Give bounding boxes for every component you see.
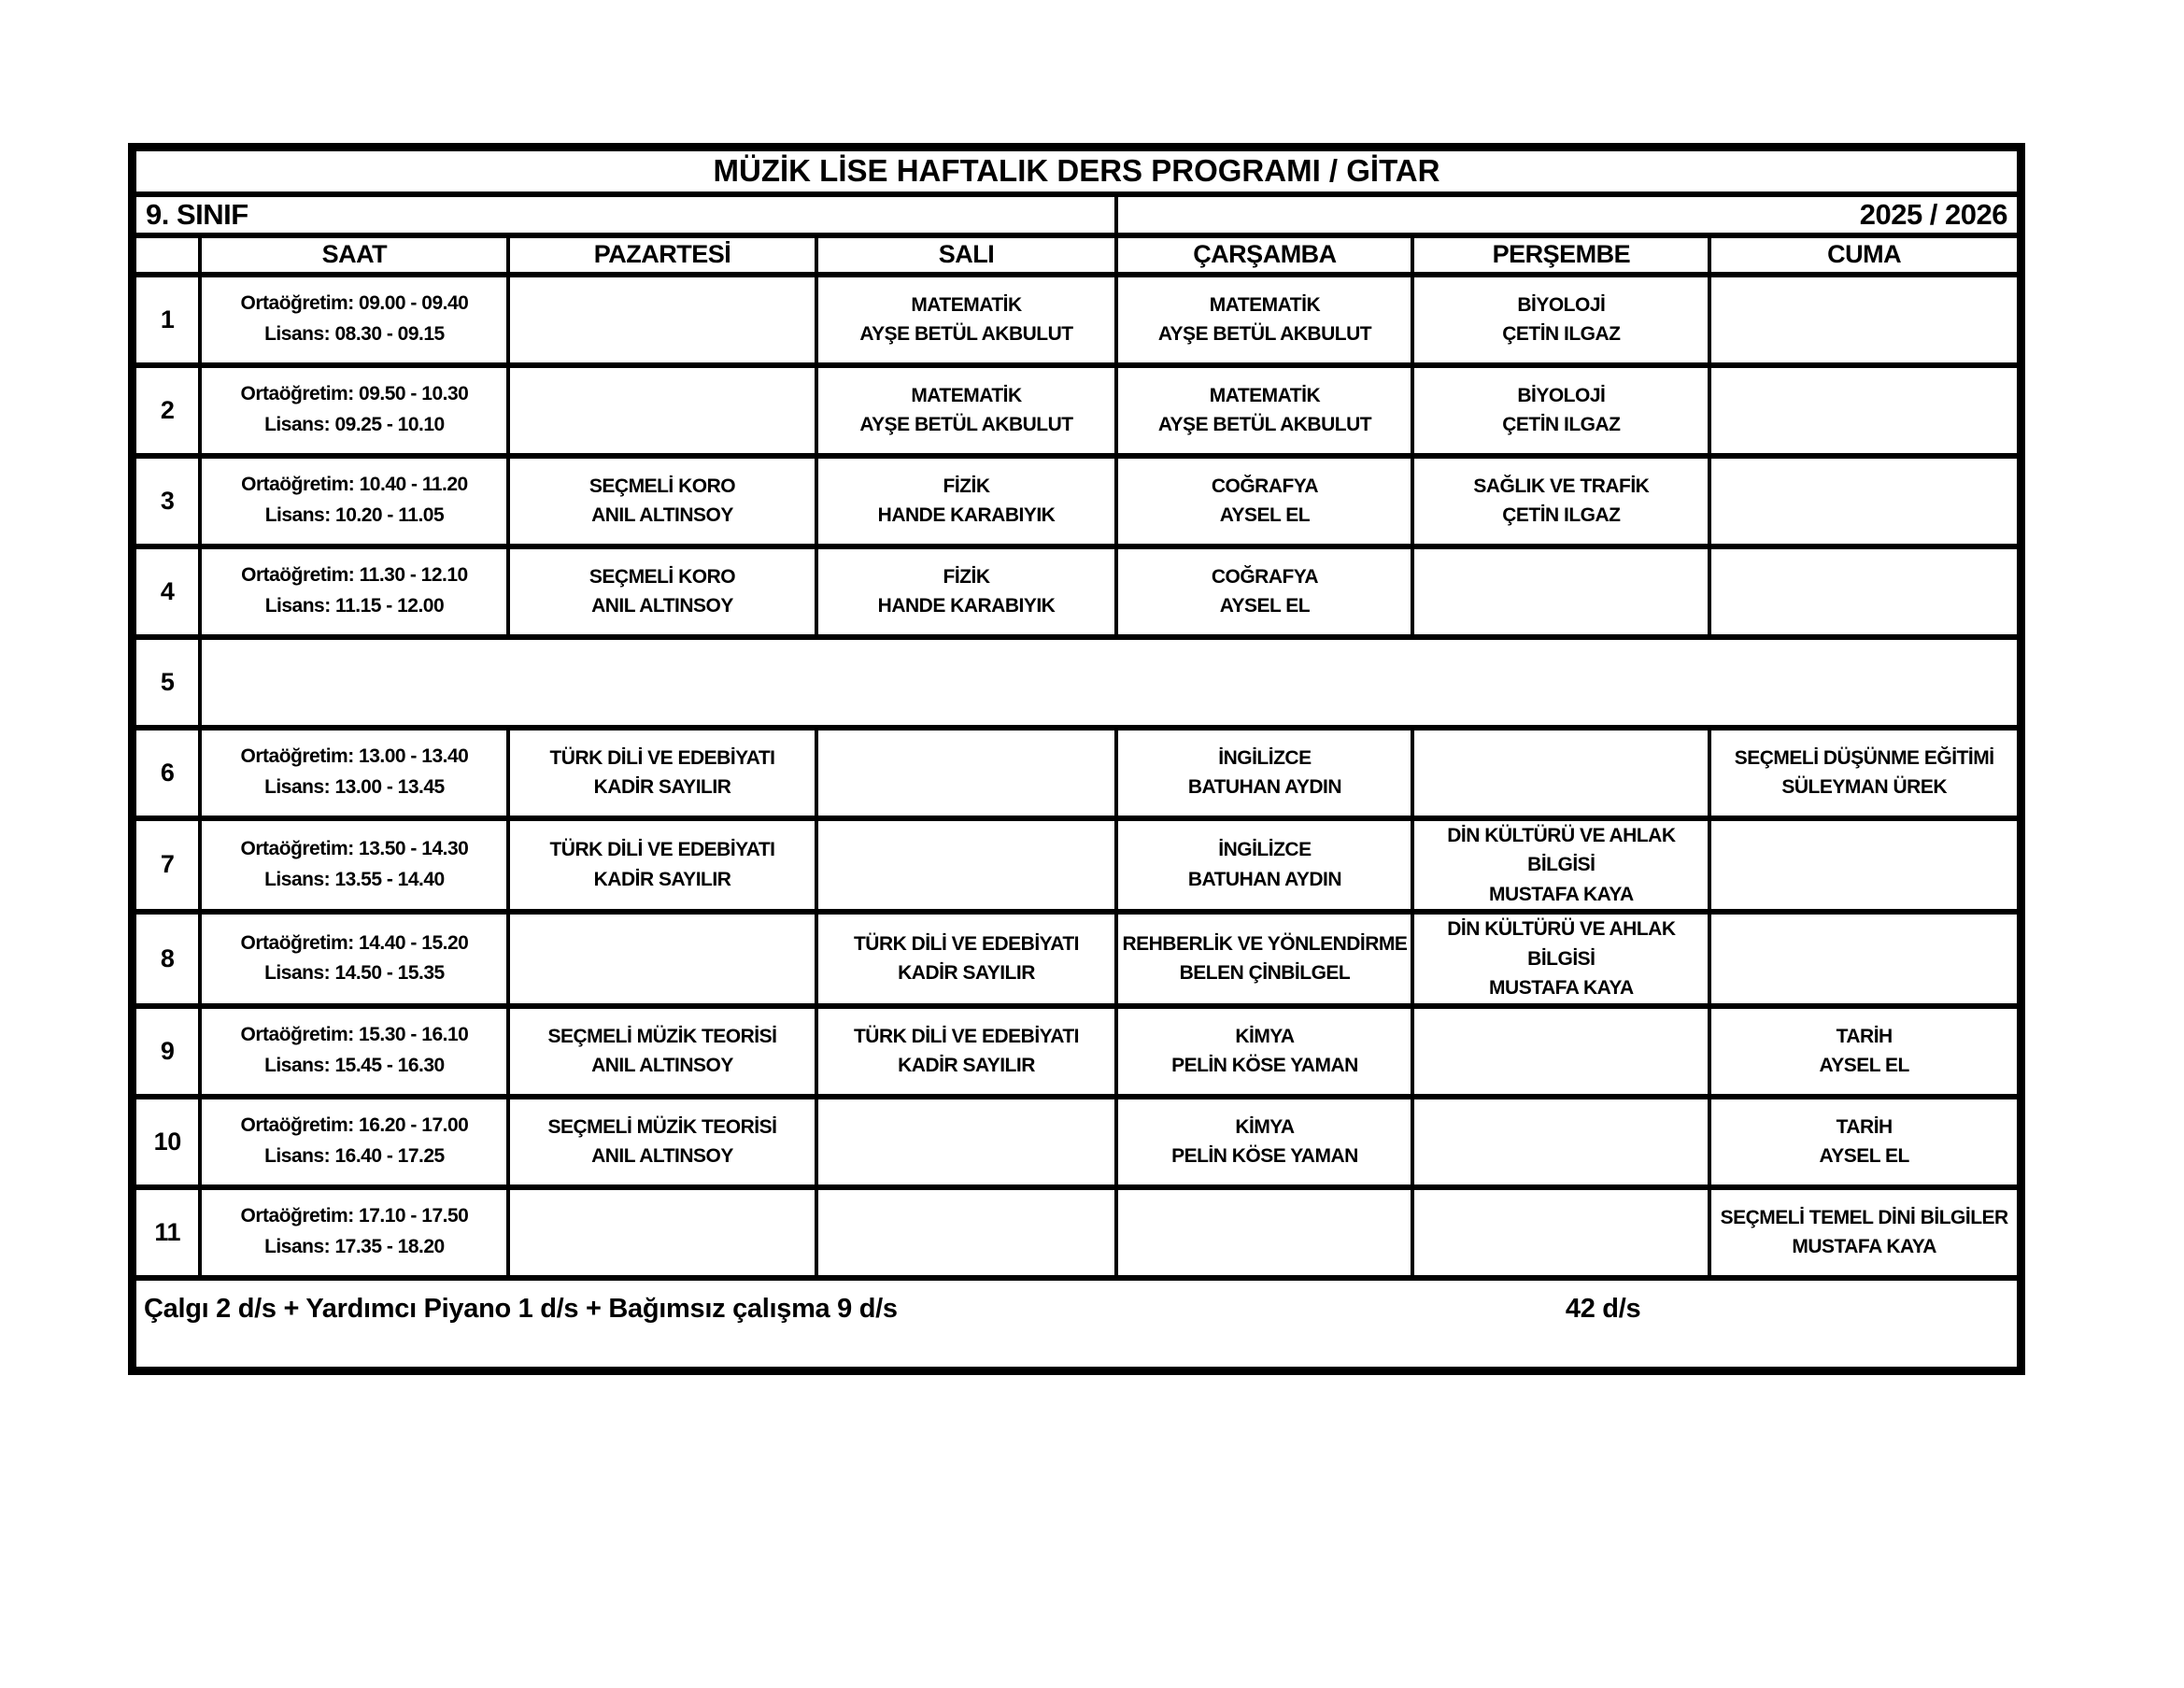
lesson-cell bbox=[508, 546, 815, 637]
empty-merged-cell bbox=[200, 637, 2021, 728]
subject: BİYOLOJİ bbox=[1517, 384, 1606, 406]
time-cell bbox=[200, 546, 508, 637]
table-row bbox=[133, 546, 2021, 637]
time-lisans: Lisans: 09.25 - 10.10 bbox=[264, 414, 445, 435]
table-row bbox=[133, 1097, 2021, 1187]
header-pazartesi: PAZARTESİ bbox=[508, 235, 815, 275]
time-ortaogretim: Ortaöğretim: 13.00 - 13.40 bbox=[240, 745, 469, 768]
lesson-cell bbox=[1116, 1187, 1412, 1278]
period-number: 7 bbox=[133, 818, 201, 913]
lesson-cell bbox=[816, 546, 1117, 637]
subject: MATEMATİK bbox=[911, 293, 1022, 316]
table-row bbox=[133, 456, 2021, 546]
lesson-cell bbox=[1709, 365, 2021, 456]
lesson-cell bbox=[1709, 275, 2021, 365]
footer-hours-breakdown: Çalgı 2 d/s + Yardımcı Piyano 1 d/s + Bağımsız çalışma 9 d/s bbox=[144, 1293, 898, 1324]
table-row-lunch bbox=[133, 637, 2021, 728]
subject: TÜRK DİLİ VE EDEBİYATI bbox=[549, 839, 775, 861]
time-ortaogretim: Ortaöğretim: 17.10 - 17.50 bbox=[240, 1205, 469, 1227]
lesson-cell bbox=[1709, 1006, 2021, 1097]
lesson-cell bbox=[1116, 546, 1412, 637]
time-lisans: Lisans: 13.55 - 14.40 bbox=[264, 868, 445, 890]
lesson-cell bbox=[1116, 1097, 1412, 1187]
subject: İNGİLİZCE bbox=[1218, 839, 1312, 861]
header-persembe: PERŞEMBE bbox=[1412, 235, 1709, 275]
lesson-cell bbox=[1412, 365, 1709, 456]
period-number: 6 bbox=[133, 728, 201, 818]
time-cell bbox=[200, 728, 508, 818]
teacher: ANIL ALTINSOY bbox=[591, 1055, 733, 1076]
lesson-cell bbox=[816, 728, 1117, 818]
time-ortaogretim: Ortaöğretim: 15.30 - 16.10 bbox=[240, 1024, 469, 1046]
period-number: 1 bbox=[133, 275, 201, 365]
teacher: SÜLEYMAN ÜREK bbox=[1781, 776, 1947, 798]
lesson-cell bbox=[1116, 728, 1412, 818]
teacher: AYSEL EL bbox=[1219, 504, 1311, 526]
header-carsamba: ÇARŞAMBA bbox=[1116, 235, 1412, 275]
subject: REHBERLİK VE YÖNLENDİRME bbox=[1122, 932, 1408, 955]
subject: DİN KÜLTÜRÜ VE AHLAK BİLGİSİ bbox=[1447, 824, 1676, 875]
lesson-cell bbox=[508, 456, 815, 546]
subject: KİMYA bbox=[1235, 1115, 1295, 1138]
lesson-cell bbox=[1709, 912, 2021, 1006]
teacher: PELİN KÖSE YAMAN bbox=[1171, 1055, 1358, 1076]
time-cell bbox=[200, 456, 508, 546]
teacher: AYSEL EL bbox=[1819, 1055, 1909, 1076]
subject: COĞRAFYA bbox=[1211, 475, 1319, 497]
header-row bbox=[133, 235, 2021, 275]
teacher: AYŞE BETÜL AKBULUT bbox=[859, 414, 1073, 435]
table-row bbox=[133, 1187, 2021, 1278]
lesson-cell bbox=[1116, 818, 1412, 913]
time-lisans: Lisans: 08.30 - 09.15 bbox=[264, 323, 445, 345]
subject: DİN KÜLTÜRÜ VE AHLAK BİLGİSİ bbox=[1447, 918, 1676, 970]
time-cell bbox=[200, 818, 508, 913]
subject: COĞRAFYA bbox=[1211, 565, 1319, 588]
subject: BİYOLOJİ bbox=[1517, 293, 1606, 316]
teacher: AYŞE BETÜL AKBULUT bbox=[859, 323, 1073, 345]
time-cell bbox=[200, 912, 508, 1006]
period-number: 9 bbox=[133, 1006, 201, 1097]
footer-row bbox=[133, 1278, 2021, 1371]
period-number: 3 bbox=[133, 456, 201, 546]
lesson-cell bbox=[1412, 1097, 1709, 1187]
subject: SEÇMELİ DÜŞÜNME EĞİTİMİ bbox=[1734, 746, 1994, 769]
lesson-cell bbox=[1709, 818, 2021, 913]
time-ortaogretim: Ortaöğretim: 09.50 - 10.30 bbox=[240, 383, 469, 405]
teacher: KADİR SAYILIR bbox=[898, 962, 1035, 985]
lesson-cell bbox=[1709, 1097, 2021, 1187]
teacher: BELEN ÇİNBİLGEL bbox=[1179, 962, 1351, 985]
subject: FİZİK bbox=[943, 565, 990, 588]
teacher: ANIL ALTINSOY bbox=[591, 595, 733, 617]
time-cell bbox=[200, 1097, 508, 1187]
time-ortaogretim: Ortaöğretim: 13.50 - 14.30 bbox=[240, 838, 469, 860]
grade-row bbox=[133, 194, 2021, 235]
subject: MATEMATİK bbox=[911, 384, 1022, 406]
time-ortaogretim: Ortaöğretim: 14.40 - 15.20 bbox=[240, 931, 469, 954]
lesson-cell bbox=[816, 1187, 1117, 1278]
subject: SEÇMELİ TEMEL DİNİ BİLGİLER bbox=[1720, 1206, 2008, 1228]
lesson-cell bbox=[508, 1006, 815, 1097]
schedule-table bbox=[128, 143, 2025, 1375]
subject: TARİH bbox=[1836, 1115, 1893, 1138]
header-sali: SALI bbox=[816, 235, 1117, 275]
lesson-cell bbox=[1709, 546, 2021, 637]
teacher: KADİR SAYILIR bbox=[593, 868, 731, 890]
page-title: MÜZİK LİSE HAFTALIK DERS PROGRAMI / GİTAR bbox=[133, 148, 2021, 194]
time-ortaogretim: Ortaöğretim: 10.40 - 11.20 bbox=[241, 474, 468, 496]
lesson-cell bbox=[1412, 456, 1709, 546]
lesson-cell bbox=[1412, 818, 1709, 913]
subject: SEÇMELİ MÜZİK TEORİSİ bbox=[547, 1025, 777, 1047]
lesson-cell bbox=[1412, 275, 1709, 365]
lesson-cell bbox=[508, 728, 815, 818]
footer-cell bbox=[133, 1278, 2021, 1371]
subject: TARİH bbox=[1836, 1025, 1893, 1047]
lesson-cell bbox=[1709, 728, 2021, 818]
lesson-cell bbox=[508, 1097, 815, 1187]
grade-label: 9. SINIF bbox=[133, 194, 1117, 235]
lesson-cell bbox=[508, 818, 815, 913]
teacher: PELİN KÖSE YAMAN bbox=[1171, 1145, 1358, 1167]
period-number: 2 bbox=[133, 365, 201, 456]
table-row bbox=[133, 912, 2021, 1006]
teacher: MUSTAFA KAYA bbox=[1792, 1236, 1936, 1257]
table-row bbox=[133, 275, 2021, 365]
time-ortaogretim: Ortaöğretim: 16.20 - 17.00 bbox=[240, 1114, 469, 1137]
lesson-cell bbox=[1709, 456, 2021, 546]
lesson-cell bbox=[816, 1006, 1117, 1097]
teacher: HANDE KARABIYIK bbox=[877, 504, 1056, 526]
subject: İNGİLİZCE bbox=[1218, 746, 1312, 769]
time-lisans: Lisans: 15.45 - 16.30 bbox=[264, 1055, 445, 1076]
lesson-cell bbox=[1116, 912, 1412, 1006]
lesson-cell bbox=[1116, 275, 1412, 365]
period-number: 8 bbox=[133, 912, 201, 1006]
teacher: AYSEL EL bbox=[1219, 595, 1311, 617]
table-row bbox=[133, 818, 2021, 913]
teacher: MUSTAFA KAYA bbox=[1489, 883, 1634, 905]
lesson-cell bbox=[816, 818, 1117, 913]
teacher: AYSEL EL bbox=[1819, 1145, 1909, 1167]
lesson-cell bbox=[508, 912, 815, 1006]
subject: TÜRK DİLİ VE EDEBİYATI bbox=[853, 1025, 1080, 1047]
time-lisans: Lisans: 14.50 - 15.35 bbox=[264, 962, 445, 985]
lesson-cell bbox=[816, 275, 1117, 365]
subject: MATEMATİK bbox=[1209, 384, 1321, 406]
teacher: AYŞE BETÜL AKBULUT bbox=[1157, 323, 1372, 345]
period-number: 10 bbox=[133, 1097, 201, 1187]
table-row bbox=[133, 365, 2021, 456]
teacher: KADİR SAYILIR bbox=[898, 1055, 1035, 1076]
lesson-cell bbox=[1412, 1006, 1709, 1097]
lesson-cell bbox=[1709, 1187, 2021, 1278]
time-cell bbox=[200, 275, 508, 365]
teacher: KADİR SAYILIR bbox=[593, 776, 731, 798]
subject: SAĞLIK VE TRAFİK bbox=[1473, 475, 1650, 497]
time-ortaogretim: Ortaöğretim: 09.00 - 09.40 bbox=[240, 292, 469, 315]
lesson-cell bbox=[1116, 1006, 1412, 1097]
teacher: ANIL ALTINSOY bbox=[591, 504, 733, 526]
lesson-cell bbox=[1412, 1187, 1709, 1278]
subject: SEÇMELİ KORO bbox=[589, 475, 736, 497]
lesson-cell bbox=[816, 1097, 1117, 1187]
table-row bbox=[133, 728, 2021, 818]
time-cell bbox=[200, 365, 508, 456]
time-cell bbox=[200, 1006, 508, 1097]
time-ortaogretim: Ortaöğretim: 11.30 - 12.10 bbox=[241, 564, 468, 587]
school-year-label: 2025 / 2026 bbox=[1116, 194, 2021, 235]
subject: TÜRK DİLİ VE EDEBİYATI bbox=[853, 932, 1080, 955]
teacher: ÇETİN ILGAZ bbox=[1502, 504, 1621, 526]
teacher: ANIL ALTINSOY bbox=[591, 1145, 733, 1167]
teacher: BATUHAN AYDIN bbox=[1187, 868, 1342, 890]
lesson-cell bbox=[508, 1187, 815, 1278]
title-row bbox=[133, 148, 2021, 194]
time-lisans: Lisans: 13.00 - 13.45 bbox=[264, 776, 445, 798]
teacher: AYŞE BETÜL AKBULUT bbox=[1157, 414, 1372, 435]
lesson-cell bbox=[1412, 728, 1709, 818]
subject: FİZİK bbox=[943, 475, 990, 497]
lesson-cell bbox=[508, 275, 815, 365]
time-lisans: Lisans: 10.20 - 11.05 bbox=[264, 504, 445, 526]
lesson-cell bbox=[1412, 546, 1709, 637]
header-saat: SAAT bbox=[200, 235, 508, 275]
subject: MATEMATİK bbox=[1209, 293, 1321, 316]
period-number: 11 bbox=[133, 1187, 201, 1278]
lesson-cell bbox=[508, 365, 815, 456]
period-number: 5 bbox=[133, 637, 201, 728]
teacher: BATUHAN AYDIN bbox=[1187, 776, 1342, 798]
subject: KİMYA bbox=[1235, 1025, 1295, 1047]
header-cuma: CUMA bbox=[1709, 235, 2021, 275]
header-number bbox=[133, 235, 201, 275]
subject: SEÇMELİ MÜZİK TEORİSİ bbox=[547, 1115, 777, 1138]
teacher: HANDE KARABIYIK bbox=[877, 595, 1056, 617]
lesson-cell bbox=[1116, 365, 1412, 456]
lesson-cell bbox=[816, 912, 1117, 1006]
time-lisans: Lisans: 16.40 - 17.25 bbox=[264, 1145, 445, 1167]
teacher: ÇETİN ILGAZ bbox=[1502, 323, 1621, 345]
lesson-cell bbox=[816, 456, 1117, 546]
teacher: MUSTAFA KAYA bbox=[1489, 977, 1634, 999]
lesson-cell bbox=[1116, 456, 1412, 546]
table-row bbox=[133, 1006, 2021, 1097]
subject: SEÇMELİ KORO bbox=[589, 565, 736, 588]
lesson-cell bbox=[816, 365, 1117, 456]
time-cell bbox=[200, 1187, 508, 1278]
period-number: 4 bbox=[133, 546, 201, 637]
teacher: ÇETİN ILGAZ bbox=[1502, 414, 1621, 435]
subject: TÜRK DİLİ VE EDEBİYATI bbox=[549, 746, 775, 769]
time-lisans: Lisans: 11.15 - 12.00 bbox=[264, 595, 445, 617]
footer-total-hours: 42 d/s bbox=[1565, 1293, 1641, 1324]
time-lisans: Lisans: 17.35 - 18.20 bbox=[264, 1236, 445, 1257]
lesson-cell bbox=[1412, 912, 1709, 1006]
